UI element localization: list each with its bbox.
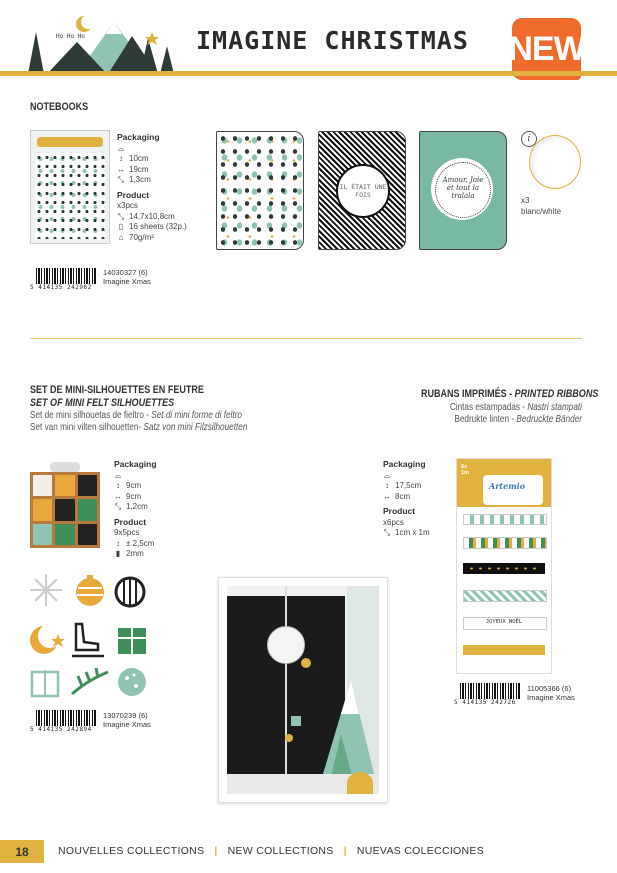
info-icon: i [521, 131, 537, 147]
hook-icon: ⌓ [114, 470, 122, 480]
bauble-mint-icon [118, 668, 146, 696]
pack-depth: 1,3cm [129, 175, 151, 184]
svg-text:Ho Ho Ho: Ho Ho Ho [56, 33, 85, 40]
paper-count: x3 [521, 196, 530, 205]
ref-code: 11005366 (6) [527, 684, 572, 693]
ribbons-title-fr: RUBANS IMPRIMÉS - [420, 388, 515, 400]
sheets-icon: ▯ [118, 222, 124, 231]
section-divider [30, 338, 582, 339]
ref-code: 14030327 (6) [103, 268, 148, 277]
product-size: 14,7x10,8cm [129, 211, 175, 221]
ribbons-es: Cintas estampadas - [449, 402, 528, 413]
width-icon: ↔ [383, 491, 391, 501]
product-weight: 70g/m² [129, 232, 154, 242]
footer-item-fr: NOUVELLES COLLECTIONS [58, 845, 205, 857]
brand-logo: Artemio [489, 481, 526, 491]
thickness-icon: ▮ [115, 549, 121, 558]
gift-photo [218, 577, 388, 803]
moon-star-icon [30, 624, 65, 654]
silhouettes-nl: Set van mini vilten silhouetten- [30, 422, 144, 433]
silhouettes-ref [103, 711, 151, 729]
packaging-label: Packaging [117, 132, 160, 142]
silhouettes-de: Satz von mini Filzsilhouetten [143, 422, 248, 433]
ref-name: Imagine Xmas [103, 720, 151, 729]
barcode-number: 5 414135 242962 [30, 284, 92, 291]
barcode-bars [36, 268, 96, 284]
new-badge: NEW [512, 18, 581, 80]
pack-width: 8cm [395, 491, 411, 501]
mountains-logo [22, 14, 182, 74]
size-icon: ⤡ [117, 211, 125, 221]
ribbons-nl: Bedrukte linten - [454, 414, 517, 425]
ribbons-ref [527, 684, 575, 702]
footer-item-es: NUEVAS COLECCIONES [356, 845, 485, 857]
ribbons-card-image [456, 458, 552, 674]
ref-name: Imagine Xmas [103, 277, 151, 286]
pack-width: 9cm [126, 491, 142, 501]
ribbon-text: JOYEUX NOËL [485, 619, 523, 625]
product-label: Product [117, 189, 150, 200]
pack-width: 19cm [129, 164, 149, 174]
branch-icon [72, 668, 108, 694]
product-label: Product [114, 516, 147, 527]
barcode-number: 5 414135 242894 [30, 726, 92, 733]
notebook-cover-pattern [216, 131, 304, 250]
cover3-text: Amour, Joie et tout la tralala [442, 176, 484, 200]
footer-separator: | [214, 845, 218, 857]
pack-hanger [37, 137, 103, 147]
silhouettes-es: Set de mini silhouetas de fieltro - [30, 410, 152, 421]
cover2-text: IL ÉTAIT UNE FOIS [339, 183, 387, 199]
product-qty: x3pcs [117, 201, 138, 210]
pack-height: 9cm [126, 481, 142, 490]
barcode-bars [460, 683, 520, 699]
silhouettes-title-en: SET OF MINI FELT SILHOUETTES [30, 397, 175, 409]
gift-outline-icon [32, 670, 58, 696]
paper-color: blanc/white [521, 206, 562, 216]
packaging-label: Packaging [383, 459, 426, 469]
skate-icon [72, 624, 104, 656]
ribbons-de: Bedruckte Bänder [516, 414, 582, 425]
height-icon: ↕ [116, 481, 120, 490]
product-size: ± 2,5cm [126, 538, 155, 548]
pack-pattern [35, 153, 105, 239]
notebooks-heading: NOTEBOOKS [30, 101, 89, 113]
product-size: 1cm x 1m [395, 528, 430, 537]
page-title: IMAGINE CHRISTMAS [196, 26, 469, 55]
height-icon: ↕ [116, 538, 120, 548]
product-sheets: 16 sheets (32p.) [129, 222, 187, 231]
paper-sample [521, 131, 581, 193]
header-rule [0, 71, 617, 76]
notebook-cover-green [419, 131, 507, 250]
ribbons-title-en: PRINTED RIBBONS [514, 388, 599, 400]
silhouettes-header [30, 384, 295, 434]
pack-height: 10cm [129, 154, 149, 163]
footer-separator: | [343, 845, 347, 857]
width-icon: ↔ [117, 164, 125, 174]
footer-item-en: NEW COLLECTIONS [227, 845, 334, 857]
ribbons-header [382, 384, 599, 426]
gift-icon [118, 626, 146, 654]
product-qty: x6pcs [383, 517, 404, 527]
pack-height: 17,5cm [395, 481, 422, 490]
silhouette-shapes [28, 572, 154, 700]
depth-icon: ⤡ [117, 175, 125, 184]
ribbons-it: Nastri stampati [527, 402, 582, 413]
ref-name: Imagine Xmas [527, 693, 575, 702]
paper-note [521, 196, 561, 217]
hook-icon: ⌓ [117, 143, 125, 153]
ref-code: 13070239 (6) [103, 711, 148, 720]
notebooks-ref [103, 268, 151, 286]
product-thickness: 2mm [126, 549, 144, 558]
size-icon: ⤡ [383, 528, 391, 537]
notebooks-barcode [30, 268, 98, 290]
silhouettes-info [114, 459, 157, 560]
height-icon: ↕ [385, 481, 389, 490]
silhouettes-barcode [30, 710, 98, 732]
card-tag: 6x 1m [461, 464, 469, 476]
notebooks-info [117, 132, 187, 243]
pack-depth: 1,2cm [126, 502, 148, 511]
ribbons-info [383, 459, 430, 539]
barcode-bars [36, 710, 96, 726]
silhouettes-pack-image [30, 462, 100, 548]
height-icon: ↕ [119, 154, 123, 163]
product-label: Product [383, 506, 416, 516]
product-qty: 9x5pcs [114, 528, 140, 537]
silhouettes-title-fr: SET DE MINI-SILHOUETTES EN FEUTRE [30, 384, 204, 396]
bauble-black-icon [116, 578, 144, 606]
footer-collections [58, 845, 484, 857]
silhouettes-it: Set di mini forme di feltro [151, 410, 242, 421]
bauble-orange-icon [76, 575, 104, 606]
notebooks-pack-image [30, 130, 110, 244]
weight-icon: ⌂ [118, 232, 124, 242]
page-number: 18 [0, 840, 44, 863]
barcode-number: 5 414135 242726 [454, 699, 516, 706]
packaging-label: Packaging [114, 459, 157, 469]
ribbons-barcode [454, 683, 522, 705]
hook-icon: ⌓ [383, 470, 391, 480]
snowflake-icon [30, 574, 62, 606]
width-icon: ↔ [114, 491, 122, 501]
notebook-cover-houndstooth [318, 131, 406, 250]
depth-icon: ⤡ [114, 502, 122, 511]
